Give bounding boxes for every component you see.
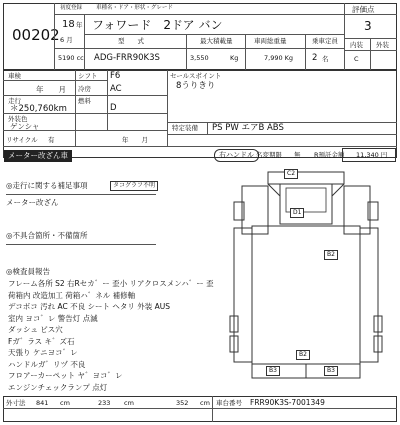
report-line: 荷箱内 改造加工 荷箱ハ゛ネル 補修軸 <box>8 290 136 300</box>
damage-mark-c2: C2 <box>284 169 298 179</box>
damage-mark-d1: D1 <box>290 208 304 218</box>
mileage-value: ＊250,760km <box>10 104 67 114</box>
seats-caption: 乗車定員 <box>312 37 338 45</box>
dims-length: 841 <box>36 399 49 407</box>
report-line: デコボコ 汚れ AC 不良 シート ヘタリ 外装 AUS <box>8 302 171 311</box>
report-line: フロアーカーペット ヤ゛ヨコ゛レ <box>8 371 123 380</box>
report-line: Fガ゛ラス キ゛ズ石 <box>8 336 75 346</box>
report-line: フレーム各所 S2 右Rセカ゛ー 歪小 リアクロスメンハ゛ー 歪 <box>8 279 214 288</box>
report-line: ダッシュ ビス穴 <box>8 325 63 334</box>
score-value: 3 <box>364 19 372 33</box>
recycle-deposit-caption: R預託金額 <box>314 151 345 159</box>
gross-weight-caption: 車両総重量 <box>254 37 287 45</box>
max-load-caption: 最大積載量 <box>200 37 233 45</box>
dims-height: 352 <box>176 399 189 407</box>
color-value: ゲンシャ <box>10 122 40 131</box>
registration-year: 18 <box>62 19 75 30</box>
gross-weight: 7,990 Kg <box>264 54 294 62</box>
model-caption: 型 式 <box>118 37 144 45</box>
registration-month: 6 月 <box>60 36 73 44</box>
dims-height-unit: cm <box>200 399 210 407</box>
interior-grade: C <box>354 55 359 63</box>
color-caption: 外装色 <box>8 115 28 123</box>
report-line: エンジンチェックランプ 点灯 <box>8 382 108 392</box>
fuel-caption: 燃料 <box>78 97 91 105</box>
first-registration-caption: 初度登録 <box>60 5 83 11</box>
dims-width-unit: cm <box>124 399 134 407</box>
shift-caption: シフト <box>78 72 98 80</box>
recycle-deposit-value: 11,340 円 <box>356 151 388 159</box>
model-code: ADG-FRR90K3S <box>94 53 160 63</box>
seats: 2 <box>312 53 318 63</box>
inspection-value: 年 月 <box>36 85 66 94</box>
damage-mark-b3-left: B3 <box>266 366 280 376</box>
dims-width: 233 <box>98 399 111 407</box>
interior-caption: 内装 <box>350 41 363 49</box>
recycle-period: 年 月 <box>122 136 148 144</box>
vehicle-name: フォワード 2ドア バン <box>92 18 223 32</box>
damage-mark-b3-right: B3 <box>324 366 338 376</box>
recycle-value: 有 <box>48 136 55 144</box>
score-caption: 評価点 <box>352 5 375 14</box>
displacement: 5190 cc <box>58 54 84 62</box>
sheet-code: 00202 <box>12 26 60 44</box>
vehicle-diagram <box>228 166 396 394</box>
dims-length-unit: cm <box>60 399 70 407</box>
history-title: ◎走行に関する補足事項 <box>6 181 88 190</box>
equipment-caption: 特定装備 <box>172 124 198 132</box>
chassis-number: FRR90K3S-7001349 <box>250 398 325 407</box>
report-line: ハンドルガ゛リヅ 不良 <box>8 359 86 369</box>
defects-title: ◎不具合箇所・不備箇所 <box>6 231 88 240</box>
damage-mark-b2-right: B2 <box>324 250 338 260</box>
mileage-caption: 走行 <box>8 97 21 105</box>
tacho-badge: タコグラフ不明 <box>110 181 158 191</box>
transfer-caption: 名変期限 <box>256 151 282 159</box>
inspector-title: ◎検査員報告 <box>6 267 51 276</box>
dims-caption: 外寸法 <box>6 399 26 407</box>
shift-value: F6 <box>110 71 121 81</box>
recycle-caption: リサイクル <box>6 136 38 144</box>
history-note: メーター改ざん <box>6 198 59 207</box>
sales-point-caption: セールスポイント <box>170 72 222 80</box>
damage-mark-b2-bottom: B2 <box>296 350 310 360</box>
equipment-value: PS PW エアB ABS <box>212 123 284 133</box>
transfer-value: 無 <box>294 151 301 159</box>
meter-tampered-banner: メーター改ざん車 <box>4 150 72 162</box>
aircon-caption: 冷房 <box>78 85 91 93</box>
exterior-caption: 外装 <box>376 41 389 49</box>
report-line: 天張り ケニヨコ゛レ <box>8 348 78 357</box>
max-load: 3,550 <box>190 54 209 62</box>
registration-year-unit: 年 <box>76 21 83 29</box>
fuel-value: D <box>110 103 117 113</box>
inspection-caption: 車検 <box>8 72 21 80</box>
max-load-unit: Kg <box>230 54 239 62</box>
grade-caption: 車種名・ドア・形状・グレード <box>96 5 173 11</box>
sales-point-value: 8うりきり <box>176 81 216 91</box>
aircon-value: AC <box>110 84 122 94</box>
report-line: 室内 ヨコ゛レ 警告灯 点滅 <box>8 313 98 323</box>
seats-unit: 名 <box>322 55 329 63</box>
chassis-caption: 車台番号 <box>216 399 242 407</box>
steering-pill: 右ハンドル <box>214 149 259 162</box>
